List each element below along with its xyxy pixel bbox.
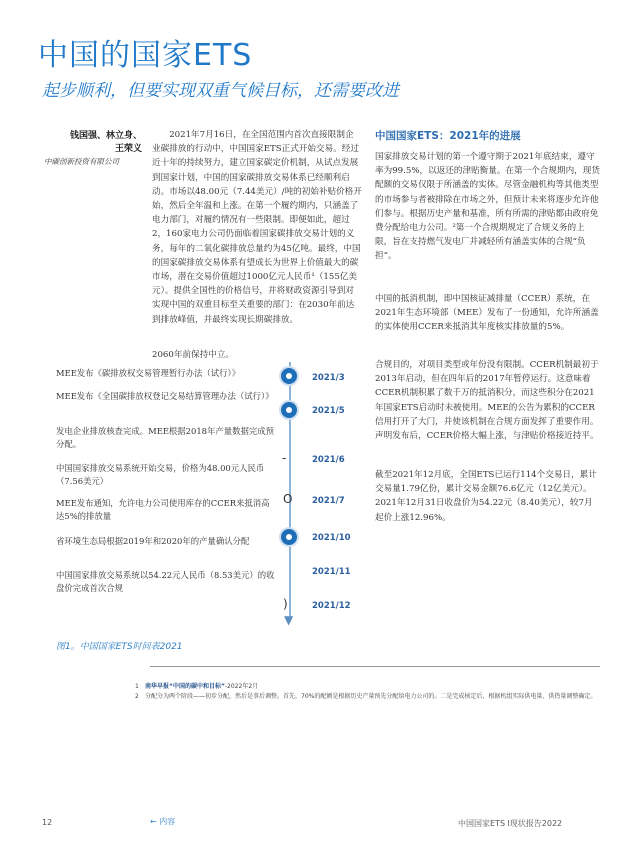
- footnote-source-link[interactable]: 南华早报“中国的碳中和目标”: [145, 683, 225, 690]
- intro-paragraph-tail: 2060年前保持中立。: [152, 350, 235, 360]
- arrow-down-icon: ▼: [284, 613, 294, 627]
- timeline-date: 2021/3: [312, 373, 345, 383]
- timeline-date: 2021/7: [312, 496, 345, 506]
- timeline-event: 中国国家排放交易系统以54.22元人民币（8.53美元）的收盘价完成首次合规: [56, 570, 275, 593]
- timeline-event: 发电企业排放核查完成。MEE根据2018年产量数据完成预分配。: [56, 426, 274, 449]
- footnote: [135, 692, 605, 701]
- author-organization: 中碳创新投资有限公司: [44, 157, 119, 166]
- timeline-date: 2021/6: [312, 455, 345, 465]
- timeline-node-marker: O: [283, 492, 293, 506]
- timeline-event: MEE发布《全国碳排放权登记交易结算管理办法（试行）》: [56, 391, 274, 401]
- page-title: 中国的国家ETS: [38, 38, 253, 73]
- timeline-node-marker: [281, 368, 297, 384]
- timeline-node-marker: -: [282, 451, 287, 465]
- timeline-event: 省环境生态局根据2019年和2020年的产量确认分配: [56, 536, 250, 546]
- report-name: 中国国家ETS l现状报告2022: [458, 819, 563, 828]
- footnote-divider: [150, 666, 600, 667]
- timeline-axis: [289, 362, 291, 618]
- timeline-date: 2021/10: [312, 533, 351, 543]
- footnote: [135, 682, 605, 691]
- intro-paragraph: 2021年7月16日，在全国范围内首次直接限制企业碳排放的行动中，中国国家ETS正式开始交易。经过近十年的持续努力，建立国家碳定价机制，从试点发展到国家计划，中国的国家碳排放交易体系已经顺利启动。市场以48.00元（7.44美元）/吨的初始补贴价格开始，然后全年温和上涨。在第一个履约期内，只涵盖了电力部门，对履约情况有一些限制。即便如此，超过2，160家电力公司仍面临着国家碳排放交易计划的义务，每年的二氧化碳排放总量约为45亿吨。最终，中国的国家碳排放交易体系有望成长为世界上价值最大的碳市场，潜在交易价值超过1000亿元人民币¹（155亿美元）。提供全国性的价格信号，并将财政资源引导到对实现中国的双重目标至关重要的部门：在2030年前达到排放峰值，并最终实现长期碳排放。: [152, 130, 362, 325]
- author-line: 王荣义: [114, 144, 142, 154]
- timeline-event: MEE发布《碳排放权交易管理暂行办法（试行）》: [56, 368, 241, 378]
- timeline-event: MEE发布通知，允许电力公司使用库存的CCER来抵消高达5%的排放量: [56, 498, 270, 521]
- contents-link[interactable]: ← 内容: [150, 817, 176, 826]
- section-heading: 中国国家ETS：2021年的进展: [375, 130, 521, 142]
- timeline-date: 2021/12: [312, 601, 351, 611]
- author-line: 钱国强、林立身、: [69, 131, 142, 141]
- timeline-node-marker: [281, 402, 297, 418]
- timeline-event: 中国国家排放交易系统开始交易，价格为48.00元人民币（7.56美元）: [56, 463, 265, 486]
- body-paragraph: 截至2021年12月底，全国ETS已运行114个交易日，累计交易量1.79亿份，累计交易金额76.6亿元（12亿美元）。2021年12月31日收盘价为54.22元（8.40美元），较7月起价上涨12.96%。: [375, 470, 597, 523]
- footnote-text: -2022年2月: [224, 683, 259, 690]
- page-number: 12: [42, 818, 53, 827]
- figure-caption: 图1。中国国家ETS时间表2021: [56, 642, 183, 652]
- body-paragraph: 国家排放交易计划的第一个遵守期于2021年底结束，遵守率为99.5%，以返还的津贴衡量。在第一个合规期内，现货配额的交易仅限于所涵盖的实体。尽管金融机构等其他类型的市场参与者被排除在市场之外，但预计未来将逐步允许他们参与。根据历史产量和基准，所有所需的津贴都由政府免费分配给电力公司。²第一个合规期规定了合规义务的上限，旨在支持燃气发电厂并减轻所有涵盖实体的合规“负担”。: [375, 152, 600, 262]
- author-names: [44, 130, 142, 156]
- footnote-number: 1: [135, 683, 139, 690]
- footnote-number: 2: [135, 693, 139, 700]
- timeline-date: 2021/11: [312, 567, 351, 577]
- footnote-text: 分配分为两个阶段——初步分配，然后是事后调整。首先，70%的配额是根据历史产量预先分配给电力公司的。二是完成核定后，根据机组实际供电量、供热量调整确定。: [145, 693, 597, 700]
- timeline-node-marker: [281, 529, 297, 545]
- left-column: [152, 128, 362, 327]
- timeline-node-marker: ): [283, 597, 288, 611]
- timeline-date: 2021/5: [312, 406, 345, 416]
- body-paragraph: 合规目的，对项目类型或年份没有限制。CCER机制最初于2013年启动，但在四年后的2017年暂停运行。这意味着CCER机制积累了数千万的抵消积分，而这些积分在2021年国家ETS启动时未被使用。MEE的公告为累积的CCER信用打开了大门，并使该机制在合规方面发挥了重要作用。声明发布后，CCER价格大幅上涨，与津贴价格接近持平。: [375, 360, 599, 442]
- body-paragraph: 中国的抵消机制，即中国核证减排量（CCER）系统，在2021年生态环境部（MEE）发布了一份通知，允许所涵盖的实体使用CCER来抵消其年度核实排放量的5%。: [375, 294, 599, 333]
- page-subtitle: 起步顺利，但要实现双重气候目标，还需要改进: [42, 81, 399, 101]
